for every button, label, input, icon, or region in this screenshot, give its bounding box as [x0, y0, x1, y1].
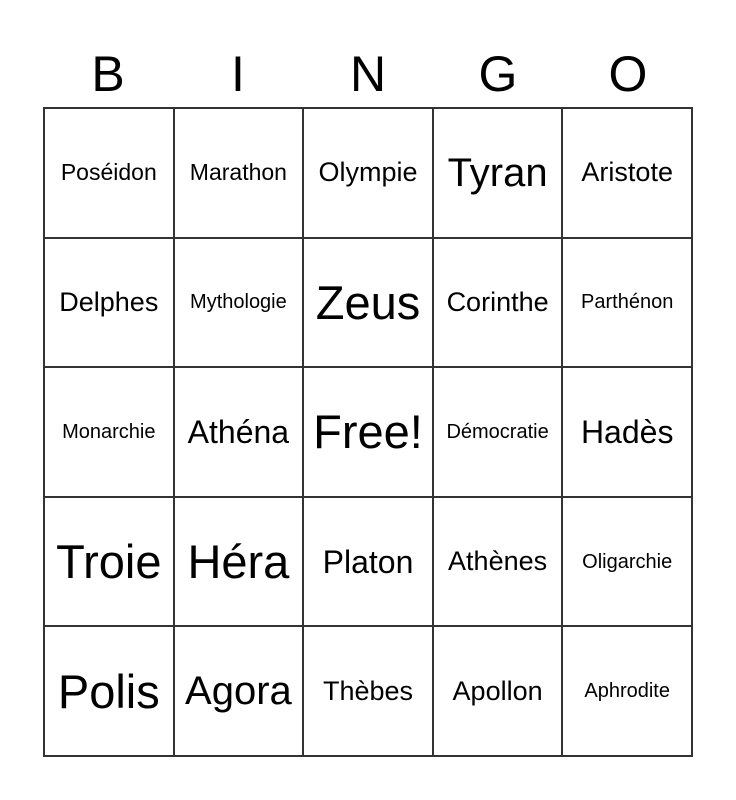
bingo-cell[interactable]: Agora: [174, 626, 304, 756]
bingo-cell[interactable]: Parthénon: [562, 238, 692, 368]
bingo-cell[interactable]: Apollon: [433, 626, 563, 756]
bingo-cell[interactable]: Aristote: [562, 108, 692, 238]
bingo-cell[interactable]: Polis: [44, 626, 174, 756]
bingo-cell[interactable]: Monarchie: [44, 367, 174, 497]
header-letter-n: N: [349, 46, 387, 102]
bingo-cell[interactable]: Héra: [174, 497, 304, 627]
bingo-cell[interactable]: Poséidon: [44, 108, 174, 238]
bingo-header: [43, 40, 693, 108]
bingo-cell[interactable]: Corinthe: [433, 238, 563, 368]
bingo-cell[interactable]: Zeus: [303, 238, 433, 368]
bingo-cell[interactable]: Troie: [44, 497, 174, 627]
header-letter-g: G: [478, 46, 518, 102]
header-letter-o: O: [608, 46, 648, 102]
bingo-cell[interactable]: Démocratie: [433, 367, 563, 497]
bingo-cell[interactable]: Delphes: [44, 238, 174, 368]
header-letter-i: I: [231, 46, 245, 102]
bingo-cell[interactable]: Tyran: [433, 108, 563, 238]
bingo-cell[interactable]: Mythologie: [174, 238, 304, 368]
bingo-cell[interactable]: Aphrodite: [562, 626, 692, 756]
bingo-board: [43, 107, 693, 757]
bingo-cell[interactable]: Free!: [303, 367, 433, 497]
bingo-cell[interactable]: Platon: [303, 497, 433, 627]
bingo-cell[interactable]: Athéna: [174, 367, 304, 497]
bingo-cell[interactable]: Olympie: [303, 108, 433, 238]
bingo-cell[interactable]: Oligarchie: [562, 497, 692, 627]
header-letter-b: B: [91, 46, 125, 102]
bingo-cell[interactable]: Athènes: [433, 497, 563, 627]
bingo-cell[interactable]: Hadès: [562, 367, 692, 497]
bingo-cell[interactable]: Marathon: [174, 108, 304, 238]
bingo-cell[interactable]: Thèbes: [303, 626, 433, 756]
